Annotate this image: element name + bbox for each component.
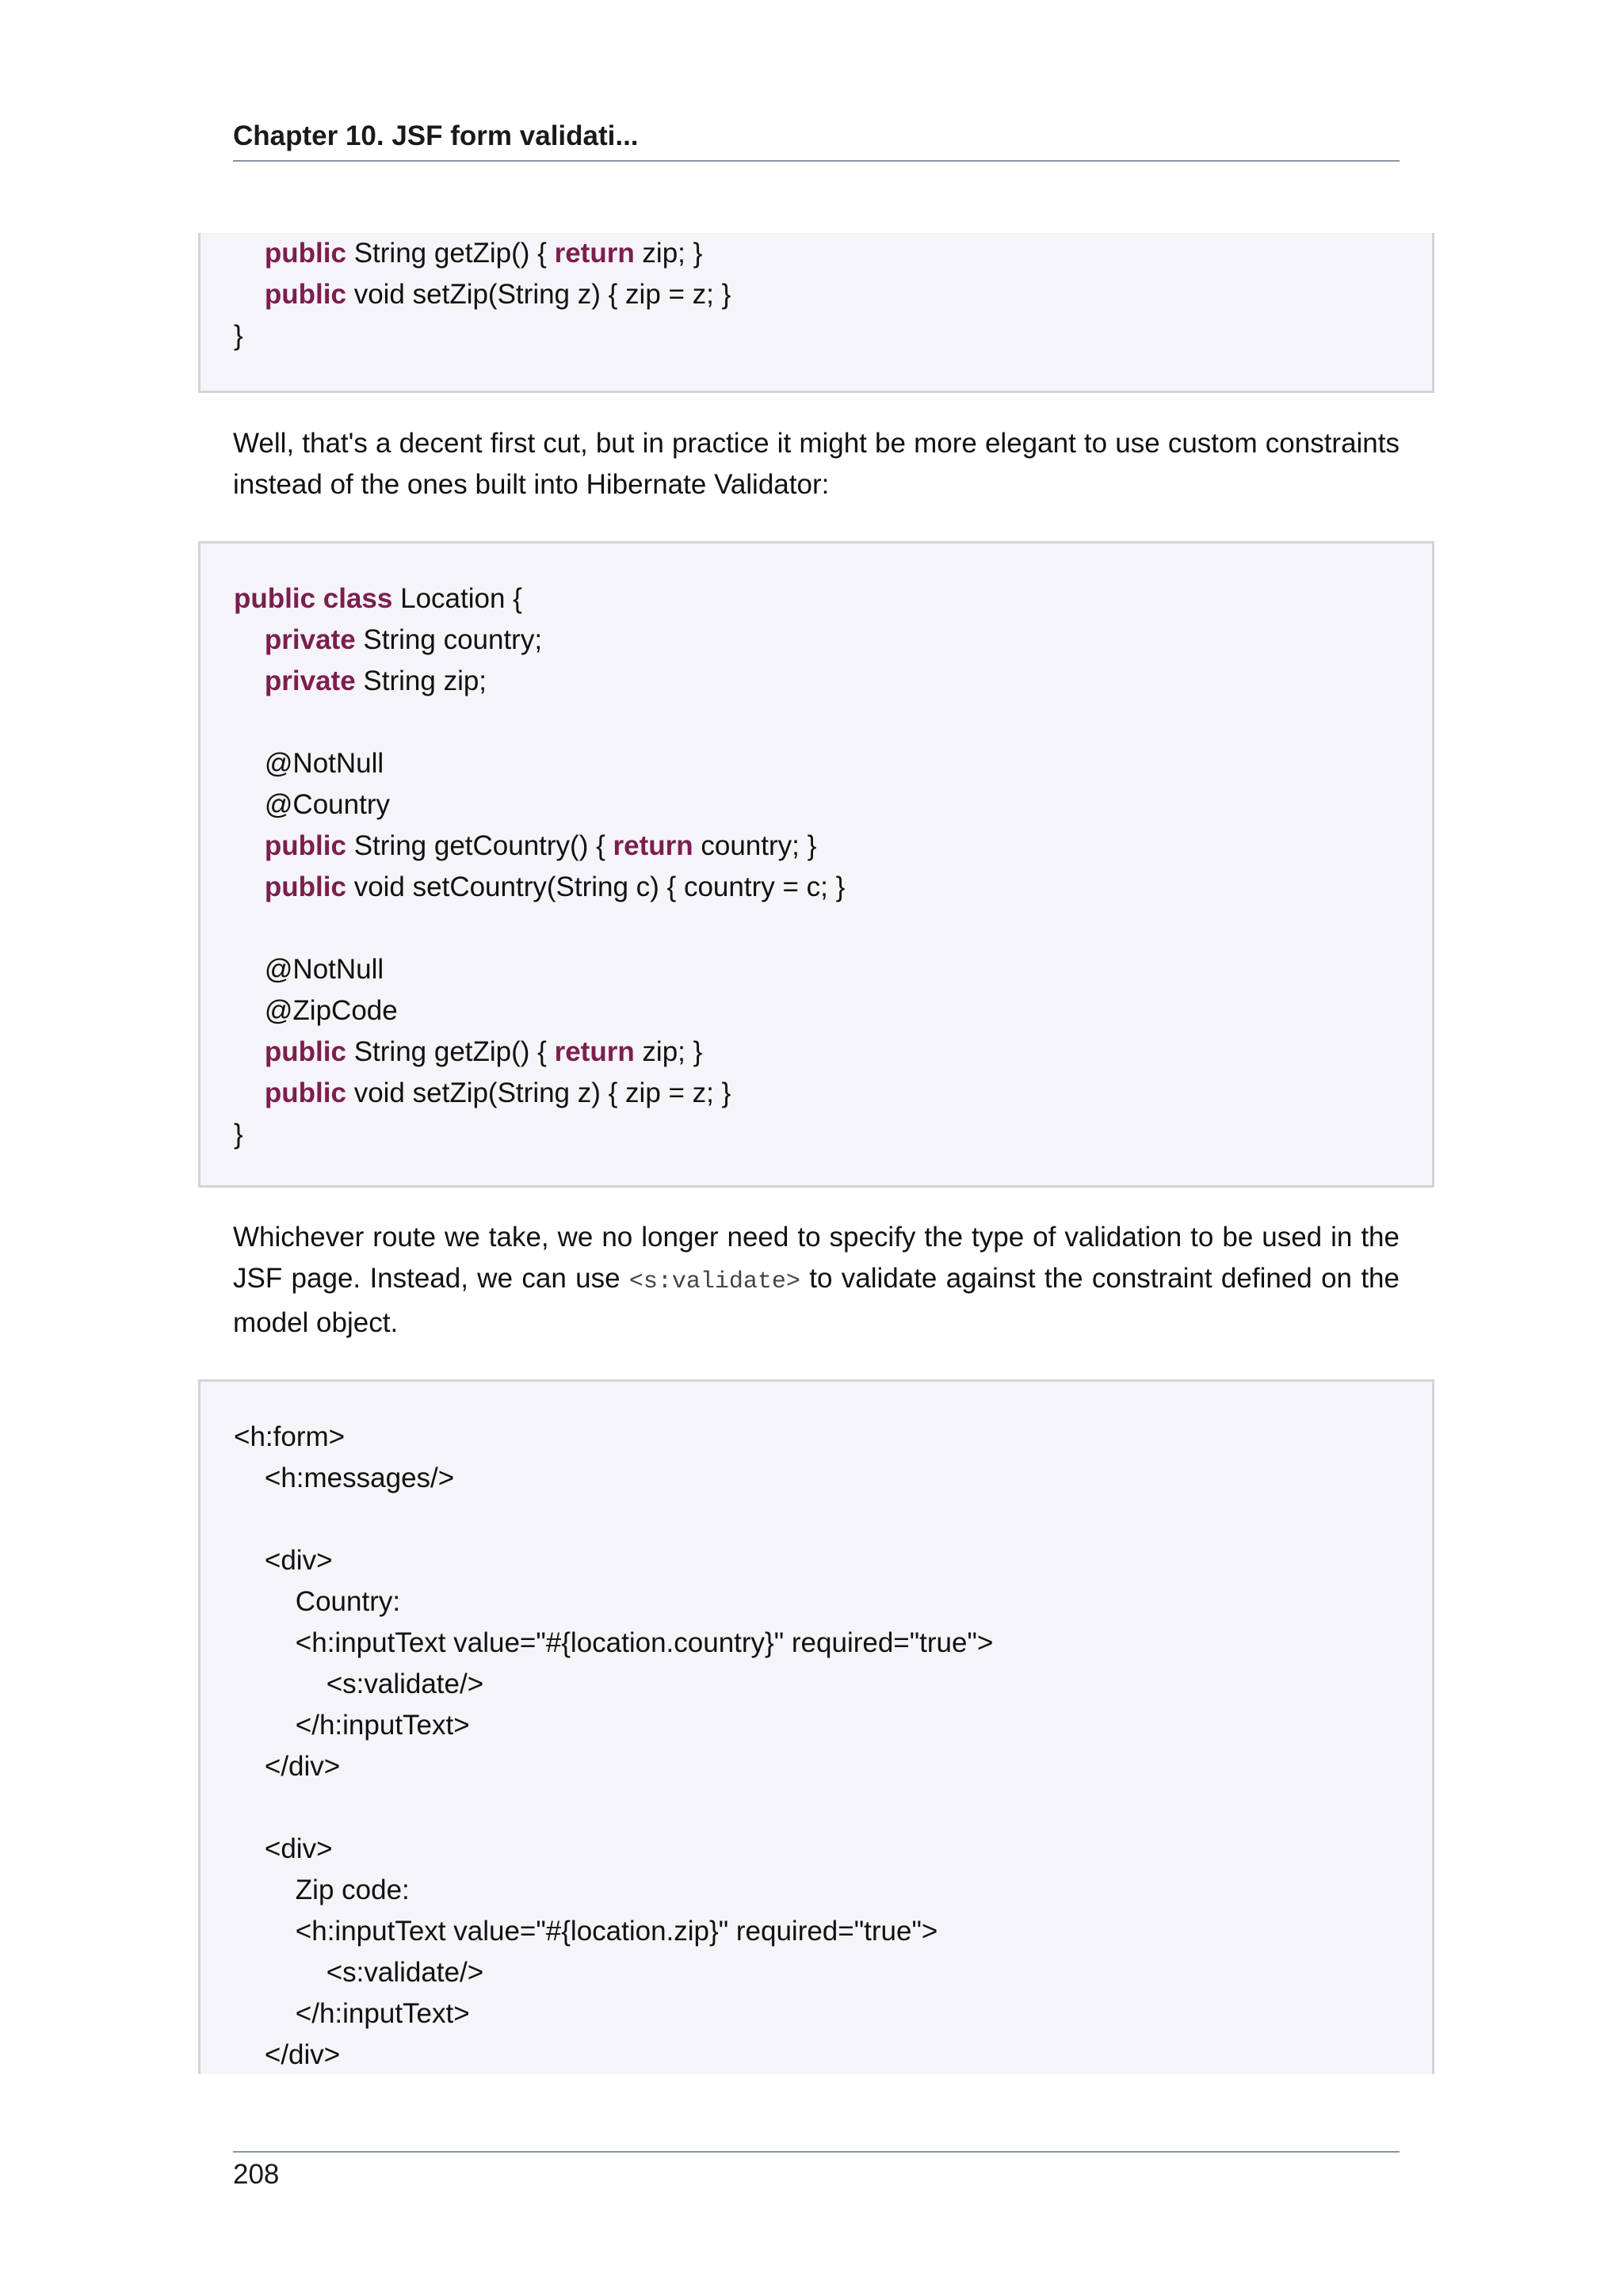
code-line xyxy=(234,784,1432,826)
code-text: <h:messages/> xyxy=(234,1463,455,1493)
code-keyword: return xyxy=(554,238,635,269)
code-text: </h:inputText> xyxy=(234,1998,470,2029)
code-keyword: public class xyxy=(234,583,393,614)
code-text: void setCountry(String c) { country = c; } xyxy=(346,871,846,902)
paragraph-custom-constraints: Well, that's a decent first cut, but in practice it might be more elegant to use custom constraints instead of the ones built into Hibernate Validator: xyxy=(233,428,1400,500)
code-text xyxy=(234,238,265,269)
code-line xyxy=(234,743,1432,784)
code-line xyxy=(234,1540,1432,1581)
code-text: String getZip() { xyxy=(346,238,555,269)
code-text: zip; } xyxy=(634,238,703,269)
code-line xyxy=(234,233,1432,274)
code-line xyxy=(234,1581,1432,1623)
code-line xyxy=(234,1664,1432,1705)
code-line xyxy=(234,1073,1432,1114)
code-text xyxy=(234,830,265,861)
code-line xyxy=(234,702,1432,743)
code-keyword: return xyxy=(613,830,693,861)
code-line xyxy=(234,1746,1432,1787)
code-line xyxy=(234,867,1432,908)
paragraph-text-before: Whichever route we take, we no longer need to specify the type of validation to be used in the JSF page. Instead, we can use xyxy=(233,1222,1400,1294)
code-line xyxy=(234,1952,1432,1993)
code-line xyxy=(234,1458,1432,1499)
page-footer xyxy=(233,2151,1400,2194)
code-text: void setZip(String z) { zip = z; } xyxy=(346,1077,731,1108)
code-line xyxy=(234,1499,1432,1540)
code-line xyxy=(234,1623,1432,1664)
code-text: <div> xyxy=(234,1545,333,1576)
code-text: zip; } xyxy=(634,1036,703,1067)
code-line xyxy=(234,620,1432,661)
code-keyword: public xyxy=(264,238,346,269)
code-text: @ZipCode xyxy=(234,995,398,1026)
code-text: Location { xyxy=(392,583,522,614)
code-text: } xyxy=(234,320,243,351)
code-block-jsf-form xyxy=(198,1379,1434,2074)
code-keyword: public xyxy=(264,871,346,902)
code-line xyxy=(234,1114,1432,1155)
code-text xyxy=(234,1077,265,1108)
chapter-title: Chapter 10. JSF form validati... xyxy=(233,120,639,151)
code-text xyxy=(234,624,265,655)
page-number: 208 xyxy=(233,2159,280,2190)
code-line xyxy=(234,2035,1432,2076)
code-text: <s:validate/> xyxy=(234,1669,484,1699)
code-text: String country; xyxy=(355,624,543,655)
code-line xyxy=(234,908,1432,949)
code-line xyxy=(234,1417,1432,1458)
code-text: <div> xyxy=(234,1833,333,1864)
code-text: </h:inputText> xyxy=(234,1710,470,1741)
code-keyword: public xyxy=(264,1077,346,1108)
code-line xyxy=(234,578,1432,620)
code-line xyxy=(234,1911,1432,1952)
code-text: void setZip(String z) { zip = z; } xyxy=(346,279,731,310)
code-line xyxy=(234,1032,1432,1073)
code-text: String getCountry() { xyxy=(346,830,613,861)
code-text: <s:validate/> xyxy=(234,1957,484,1988)
code-keyword: return xyxy=(554,1036,635,1067)
code-line xyxy=(234,1870,1432,1911)
code-line xyxy=(234,1993,1432,2035)
code-line xyxy=(234,274,1432,315)
code-line xyxy=(234,1787,1432,1829)
code-line xyxy=(234,949,1432,990)
code-keyword: private xyxy=(264,666,356,696)
code-keyword: public xyxy=(264,830,346,861)
code-text: } xyxy=(234,1119,243,1150)
code-text xyxy=(234,279,265,310)
code-text: String zip; xyxy=(355,666,487,696)
code-keyword: public xyxy=(264,1036,346,1067)
code-text: String getZip() { xyxy=(346,1036,555,1067)
page-header xyxy=(233,117,1400,162)
code-text: @Country xyxy=(234,789,390,820)
code-block-getzip-continued xyxy=(198,233,1434,393)
code-text: <h:inputText value="#{location.zip}" required="true"> xyxy=(234,1916,938,1947)
code-block-location-class xyxy=(198,541,1434,1188)
code-keyword: public xyxy=(264,279,346,310)
code-text: @NotNull xyxy=(234,748,384,779)
code-text: </div> xyxy=(234,1751,341,1782)
paragraph-text-after: to validate against the constraint defined on the model object. xyxy=(233,1263,1400,1338)
paragraph-validate-tag xyxy=(233,1217,1400,1344)
code-text: Zip code: xyxy=(234,1875,410,1905)
code-text xyxy=(234,1036,265,1067)
code-keyword: private xyxy=(264,624,356,655)
code-line xyxy=(234,1705,1432,1746)
code-text xyxy=(234,871,265,902)
code-text xyxy=(234,666,265,696)
code-text: </div> xyxy=(234,2039,341,2070)
code-text: <h:form> xyxy=(234,1421,346,1452)
code-text: country; } xyxy=(693,830,817,861)
inline-code-s-validate: <s:validate> xyxy=(628,1268,800,1295)
code-line xyxy=(234,315,1432,357)
code-text: Country: xyxy=(234,1586,401,1617)
code-line xyxy=(234,661,1432,702)
code-text: <h:inputText value="#{location.country}" required="true"> xyxy=(234,1627,994,1658)
code-line xyxy=(234,990,1432,1032)
code-line xyxy=(234,826,1432,867)
code-text: @NotNull xyxy=(234,954,384,985)
code-line xyxy=(234,1829,1432,1870)
